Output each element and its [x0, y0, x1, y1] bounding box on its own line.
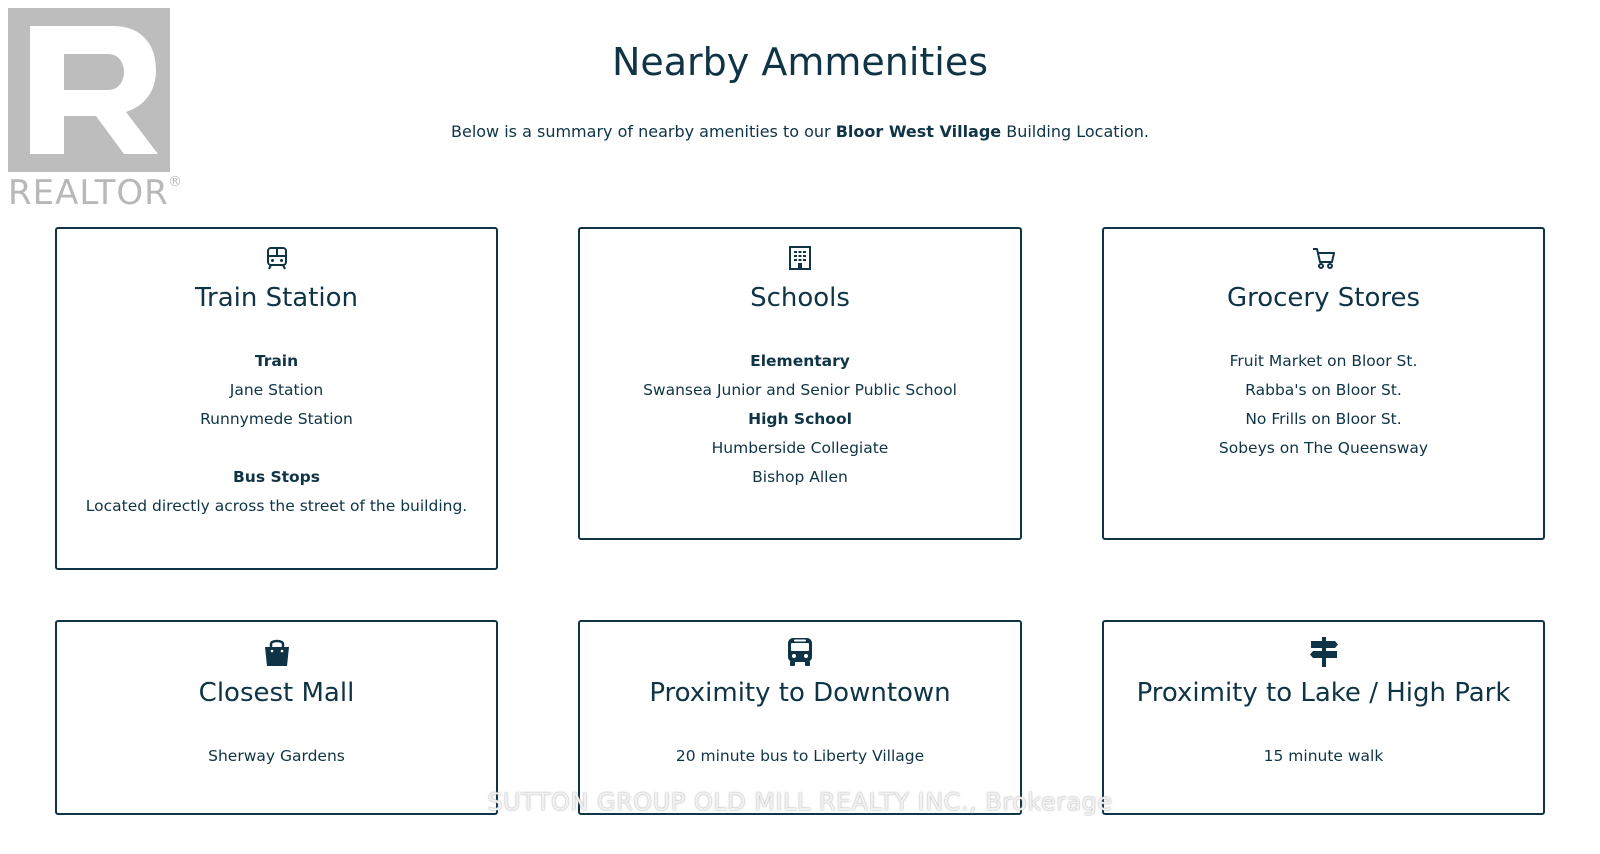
card-schools [578, 227, 1022, 540]
elementary-heading: Elementary [750, 352, 850, 370]
building-icon [787, 245, 813, 271]
brokerage-watermark: SUTTON GROUP OLD MILL REALTY INC., Brokerage [487, 788, 1113, 816]
list-item: Located directly across the street of the building. [85, 497, 468, 515]
list-item: Fruit Market on Bloor St. [1229, 352, 1418, 370]
card-title-closest-mall: Closest Mall [198, 678, 355, 708]
card-title-grocery-stores: Grocery Stores [1226, 283, 1421, 313]
list-item: Swansea Junior and Senior Public School [643, 381, 957, 399]
intro-prefix: Below is a summary of nearby amenities to our [451, 122, 836, 141]
card-title-train-station: Train Station [194, 283, 359, 313]
realtor-wordmark: REALTOR [8, 173, 169, 213]
intro-text [0, 122, 1600, 141]
card-train-station [55, 227, 498, 570]
signpost-icon [1308, 636, 1340, 668]
list-item: Rabba's on Bloor St. [1245, 381, 1402, 399]
list-item: 20 minute bus to Liberty Village [675, 747, 925, 765]
bus-icon [784, 636, 816, 668]
list-item: Bishop Allen [752, 468, 848, 486]
card-title-schools: Schools [750, 283, 850, 313]
bus-stops-heading: Bus Stops [232, 468, 320, 486]
intro-location: Bloor West Village [835, 122, 1002, 141]
high-school-heading: High School [748, 410, 852, 428]
list-item: Sherway Gardens [208, 747, 345, 765]
list-item: No Frills on Bloor St. [1245, 410, 1402, 428]
card-title-proximity-downtown: Proximity to Downtown [649, 678, 951, 708]
card-closest-mall [55, 620, 498, 815]
list-item: 15 minute walk [1263, 747, 1384, 765]
registered-mark: ® [168, 174, 182, 190]
list-item: Sobeys on The Queensway [1218, 439, 1429, 457]
card-title-proximity-lake: Proximity to Lake / High Park [1136, 678, 1511, 708]
card-grocery-stores [1102, 227, 1545, 540]
card-proximity-downtown [578, 620, 1022, 815]
page-title: Nearby Ammenities [611, 40, 989, 84]
list-item: Runnymede Station [200, 410, 353, 428]
train-heading: Train [254, 352, 299, 370]
list-item: Humberside Collegiate [711, 439, 889, 457]
tram-icon [264, 245, 290, 271]
shopping-bag-icon [261, 636, 293, 668]
cart-icon [1311, 245, 1337, 271]
realtor-r-mark-icon [8, 8, 170, 172]
card-proximity-lake [1102, 620, 1545, 815]
list-item: Jane Station [229, 381, 324, 399]
intro-suffix: Building Location. [1001, 122, 1149, 141]
